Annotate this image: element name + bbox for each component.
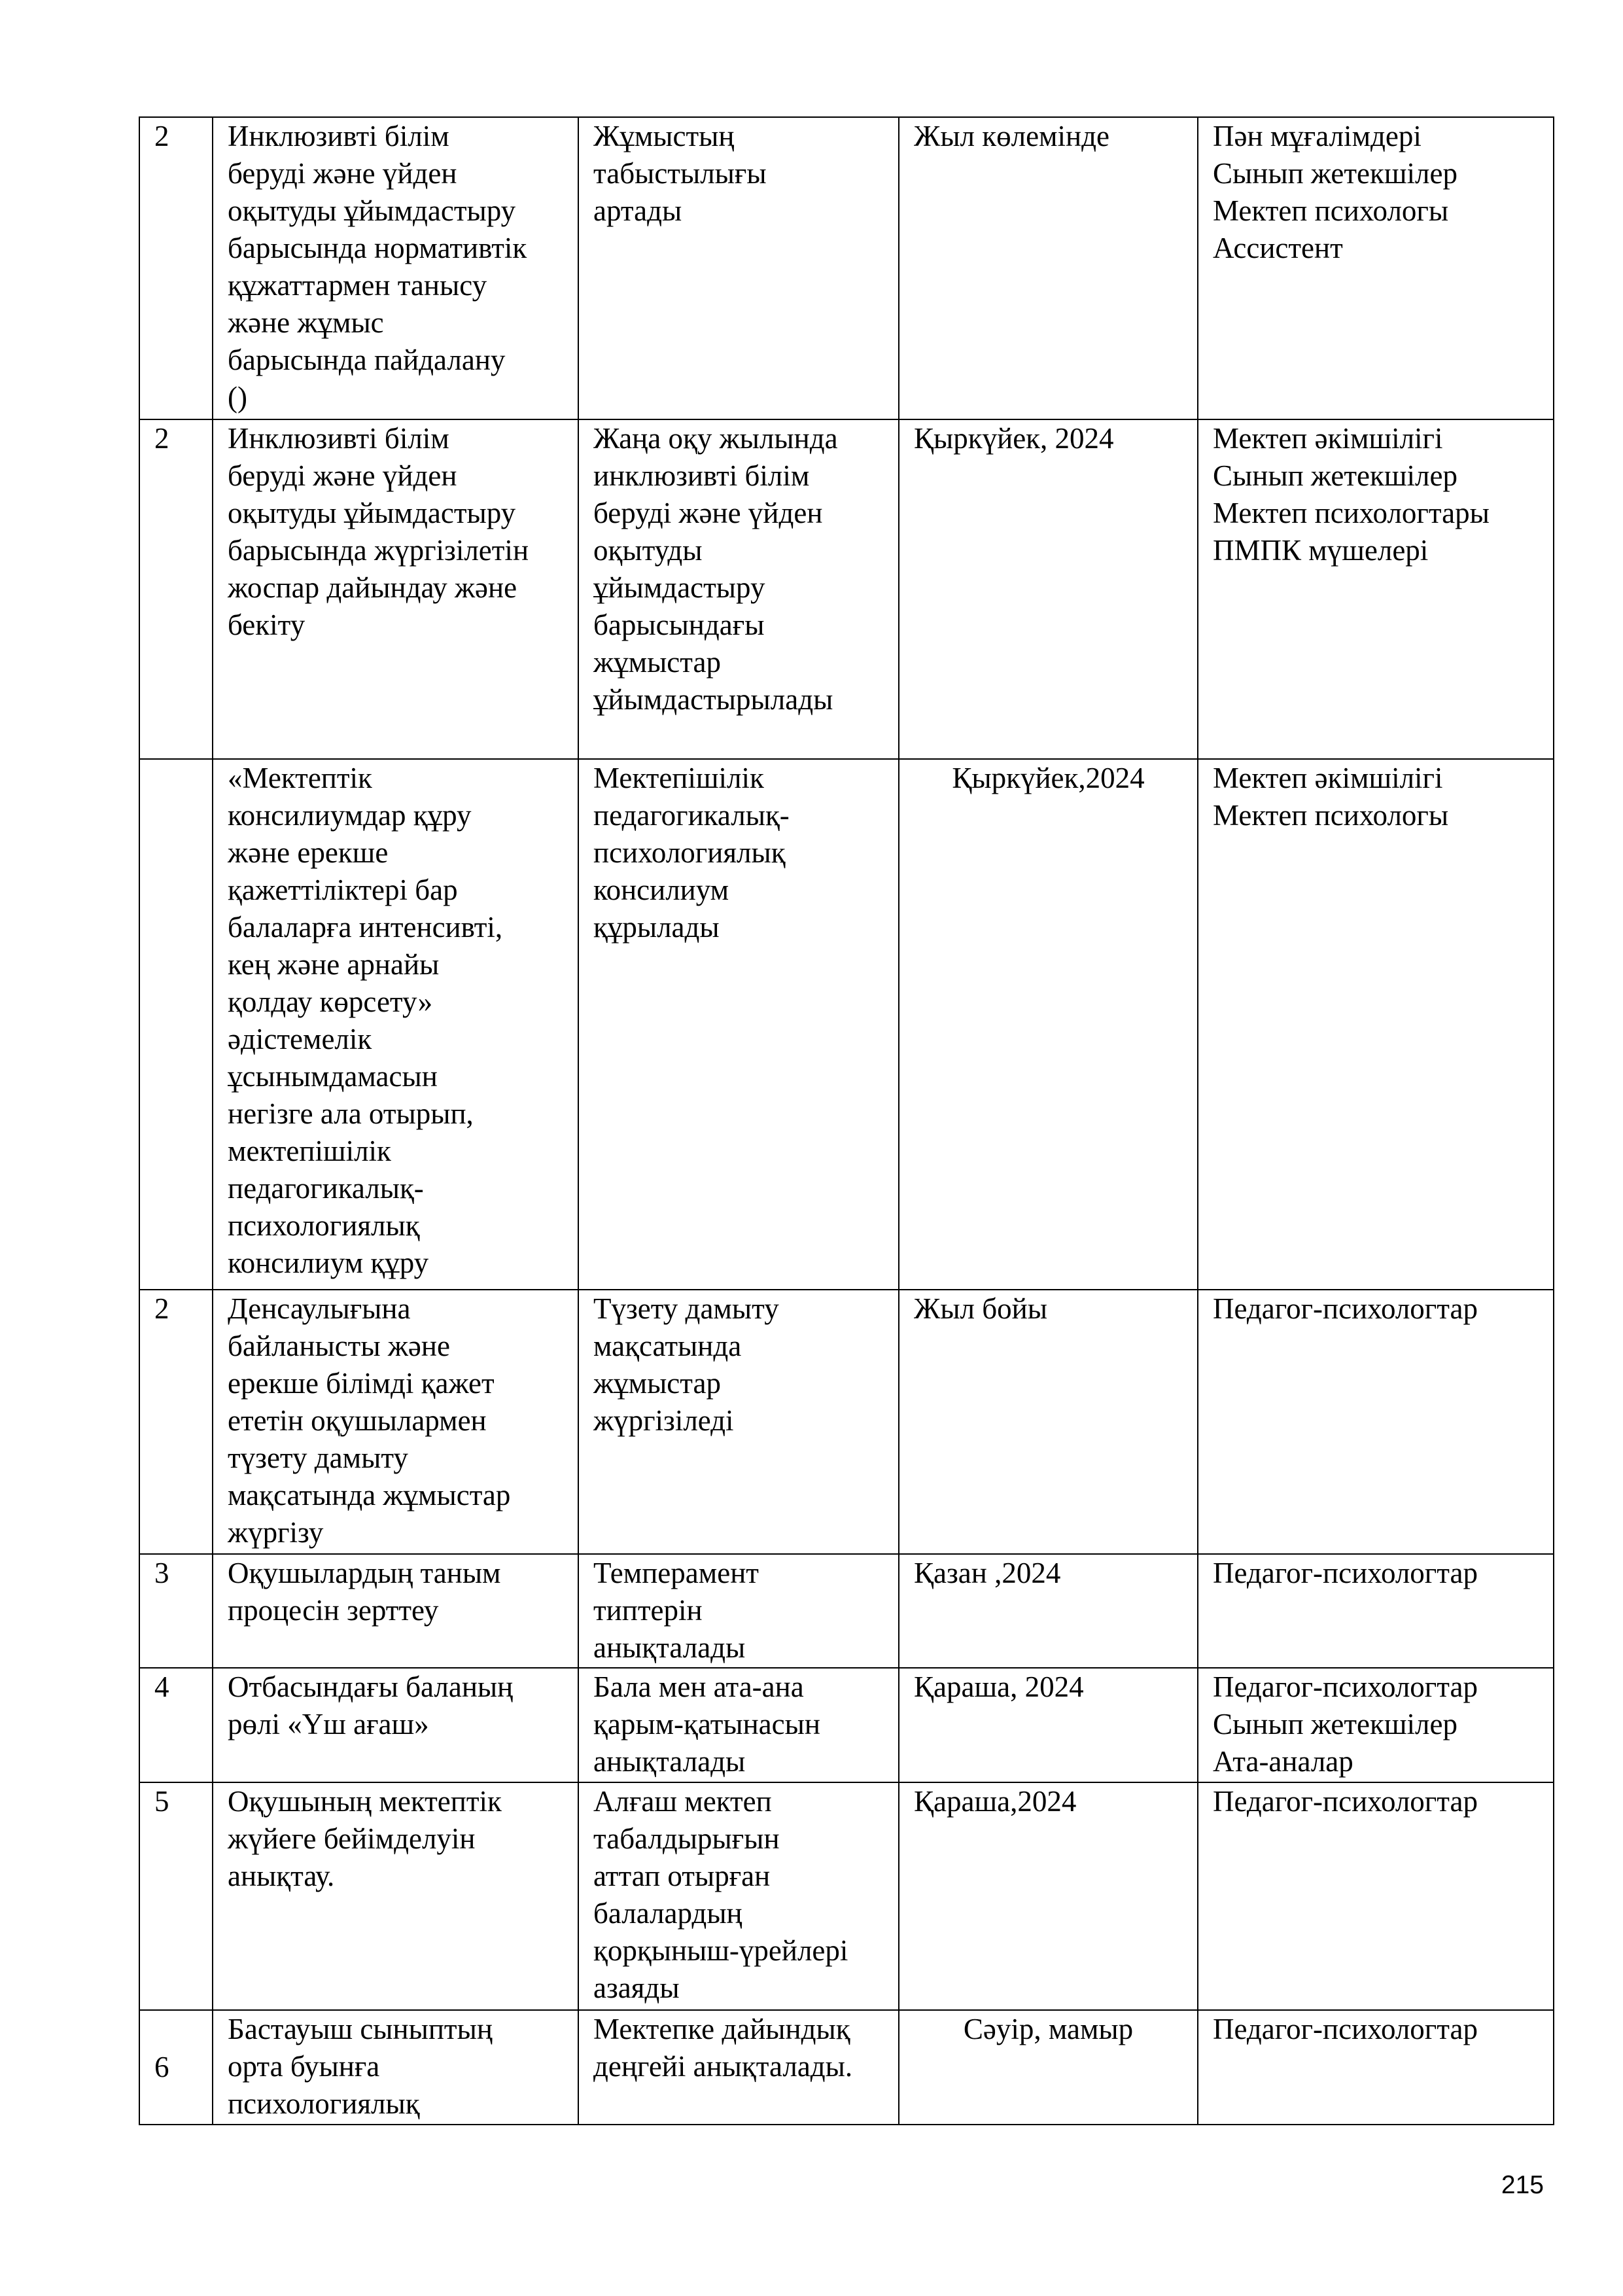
task-cell: Бастауыш сыныптың орта буынға психологиялық [213,2010,578,2125]
task-cell: Денсаулығына байланысты және ерекше білімді қажет ететін оқушылармен түзету дамыту мақсатында жұмыстар жүргізу [213,1290,578,1554]
date-cell: Сәуір, мамыр [899,2010,1198,2125]
table-row [139,1554,1554,1668]
date-cell: Қыркүйек, 2024 [899,419,1198,759]
row-number-cell: 6 [139,2010,213,2125]
date-cell: Қазан ,2024 [899,1554,1198,1668]
row-number-cell: 2 [139,117,213,419]
result-cell: Жұмыстың табыстылығы артады [578,117,899,419]
task-cell: Отбасындағы баланың рөлі «Үш ағаш» [213,1668,578,1782]
date-cell: Жыл көлемінде [899,117,1198,419]
responsible-cell: Педагог-психологтар [1198,1782,1554,2010]
result-cell: Темперамент типтерін анықталады [578,1554,899,1668]
result-cell: Түзету дамыту мақсатында жұмыстар жүргізіледі [578,1290,899,1554]
result-cell: Жаңа оқу жылында инклюзивті білім беруді және үйден оқытуды ұйымдастыру барысындағы жұмыстар ұйымдастырылады [578,419,899,759]
row-number-cell [139,759,213,1290]
row-number-cell: 4 [139,1668,213,1782]
responsible-cell: Мектеп әкімшілігі Мектеп психологы [1198,759,1554,1290]
task-cell: Оқушының мектептік жүйеге бейімделуін анықтау. [213,1782,578,2010]
date-cell: Қараша, 2024 [899,1668,1198,1782]
table-row [139,2010,1554,2125]
table-row [139,1782,1554,2010]
work-plan-table [139,116,1554,2125]
row-number-cell: 3 [139,1554,213,1668]
table-row [139,419,1554,759]
date-cell: Қараша,2024 [899,1782,1198,2010]
row-number-cell: 2 [139,1290,213,1554]
row-number-cell: 5 [139,1782,213,2010]
responsible-cell: Педагог-психологтар [1198,1290,1554,1554]
responsible-cell: Пән мұғалімдері Сынып жетекшілер Мектеп психологы Ассистент [1198,117,1554,419]
date-cell: Қыркүйек,2024 [899,759,1198,1290]
task-cell: Инклюзивті білім беруді және үйден оқытуды ұйымдастыру барысында жүргізілетін жоспар дайындау және бекіту [213,419,578,759]
result-cell: Мектепке дайындық деңгейі анықталады. [578,2010,899,2125]
result-cell: Мектепішілік педагогикалық- психологиялық консилиум құрылады [578,759,899,1290]
table-row [139,759,1554,1290]
table-row [139,117,1554,419]
row-number-cell: 2 [139,419,213,759]
page-number: 215 [1501,2171,1544,2199]
result-cell: Бала мен ата-ана қарым-қатынасын анықталады [578,1668,899,1782]
responsible-cell: Педагог-психологтар [1198,1554,1554,1668]
responsible-cell: Педагог-психологтар Сынып жетекшілер Ата-аналар [1198,1668,1554,1782]
table-row [139,1290,1554,1554]
table-row [139,1668,1554,1782]
task-cell: «Мектептік консилиумдар құру және ерекше қажеттіліктері бар балаларға интенсивті, кең және арнайы қолдау көрсету» әдістемелік ұсынымдамасын негізге ала отырып, мектепішілік педагогикалық- психологиялық консилиум құру [213,759,578,1290]
responsible-cell: Педагог-психологтар [1198,2010,1554,2125]
task-cell: Инклюзивті білім беруді және үйден оқытуды ұйымдастыру барысында нормативтік құжаттармен танысу және жұмыс барысында пайдалану () [213,117,578,419]
result-cell: Алғаш мектеп табалдырығын аттап отырған балалардың қорқыныш-үрейлері азаяды [578,1782,899,2010]
task-cell: Оқушылардың таным процесін зерттеу [213,1554,578,1668]
responsible-cell: Мектеп әкімшілігі Сынып жетекшілер Мектеп психологтары ПМПК мүшелері [1198,419,1554,759]
date-cell: Жыл бойы [899,1290,1198,1554]
